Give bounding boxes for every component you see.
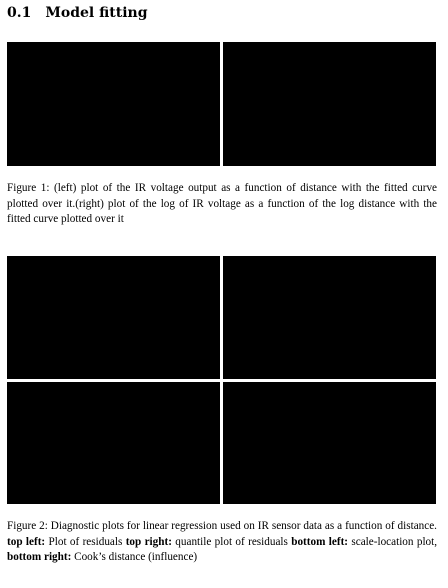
section-heading (7, 4, 147, 22)
figure2-top-right-plot (223, 256, 436, 379)
figure2-bottom-left-plot (7, 382, 220, 504)
figure2-br-label: bottom right: (7, 551, 72, 563)
figure2-top-left-plot (7, 256, 220, 379)
figure2-bottom-right-plot (223, 382, 436, 504)
figure2-tr-label: top right: (125, 535, 172, 548)
figure2-caption (7, 519, 437, 566)
section-number: 0.1 (7, 5, 32, 21)
figure2-label: Figure 2: (7, 520, 48, 532)
figure2-br-text: Cook’s distance (influence) (74, 551, 198, 563)
figure2-bl-label: bottom left: (291, 535, 349, 548)
figure2-tl-label: top left: (7, 535, 46, 548)
figure1-caption-text: (left) plot of the IR voltage output as a function of distance with the fitted curve plotted over it.(right) plot of the log of IR voltage as a function of the log distance with the fitted curve plotted over it (7, 182, 438, 225)
figure1-right-plot (223, 42, 436, 166)
figure1-caption (7, 181, 437, 228)
figure2-bl-text: scale-location plot, (351, 535, 438, 548)
figure1-left-plot (7, 42, 220, 166)
figure2-caption-intro: Diagnostic plots for linear regression used on IR sensor data as a function of distance. (50, 520, 437, 532)
section-title: Model fitting (45, 5, 148, 21)
figure2-tl-text: Plot of residuals (48, 535, 123, 548)
figure2-tr-text: quantile plot of residuals (175, 535, 288, 548)
figure1-label: Figure 1: (7, 182, 50, 194)
